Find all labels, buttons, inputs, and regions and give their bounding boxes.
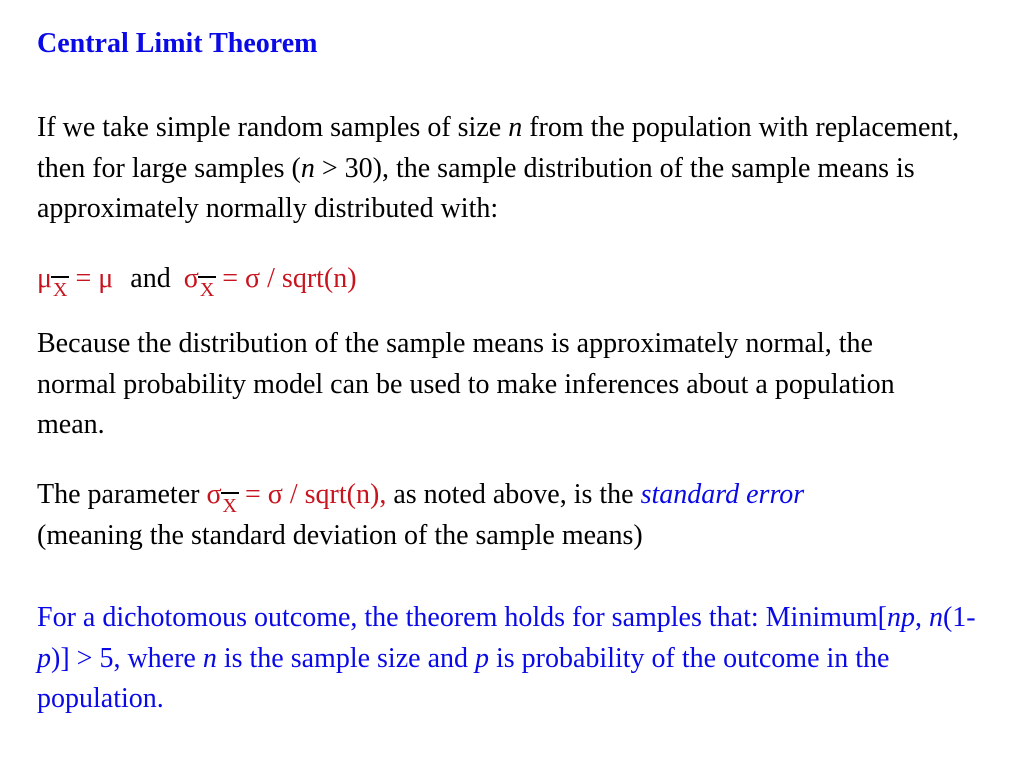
paragraph-definition (37, 108, 997, 230)
formula-mean (37, 263, 114, 301)
var-n: n (928, 602, 943, 633)
text: is probability of the outcome in the population. (37, 642, 890, 714)
xbar-subscript: X (222, 495, 237, 517)
text: (meaning the standard deviation of the sample means) (37, 519, 643, 551)
sigma-symbol: σ (183, 263, 199, 294)
text: If we take simple random samples of size (37, 112, 509, 143)
text: is the sample size and (216, 642, 475, 674)
paragraph-dichotomous (37, 598, 997, 720)
slide-title: Central Limit Theorem (37, 28, 318, 59)
std-equation: = σ / sqrt(n), (238, 479, 387, 510)
xbar-subscript: X (199, 279, 215, 301)
var-np: np (886, 602, 915, 633)
and-text: and (130, 263, 171, 294)
text: )] > 5, where (51, 642, 203, 674)
text: (1- (942, 602, 976, 633)
text: as noted above, is the (386, 479, 641, 510)
std-equation: = σ / sqrt(n) (215, 263, 357, 294)
text: For a dichotomous outcome, the theorem holds for samples that: Minimum[ (37, 602, 887, 633)
text: from the population with replacement, then for large samples ( (37, 112, 960, 184)
text: , (914, 602, 929, 633)
paragraph-normal-model: Because the distribution of the sample means is approximately normal, the normal probability model can be used to make inferences about a population mean. (37, 328, 895, 440)
mu-symbol: μ (37, 263, 53, 294)
var-n: n (202, 642, 217, 674)
mean-equation: = μ (68, 263, 114, 294)
var-p: p (475, 642, 489, 674)
formula-line (37, 259, 357, 299)
standard-error-term: standard error (640, 479, 805, 510)
xbar-subscript: X (53, 279, 68, 301)
paragraph-standard-error (37, 475, 997, 556)
text: > 30), the sample distribution of the sample means is approximately normally distributed with: (37, 152, 915, 224)
var-n: n (300, 152, 315, 184)
sigma-symbol: σ (206, 479, 222, 510)
formula-std (183, 263, 357, 301)
formula-std-inline (206, 479, 387, 517)
var-n: n (508, 112, 523, 143)
text: The parameter (37, 479, 207, 510)
var-p: p (37, 642, 51, 674)
